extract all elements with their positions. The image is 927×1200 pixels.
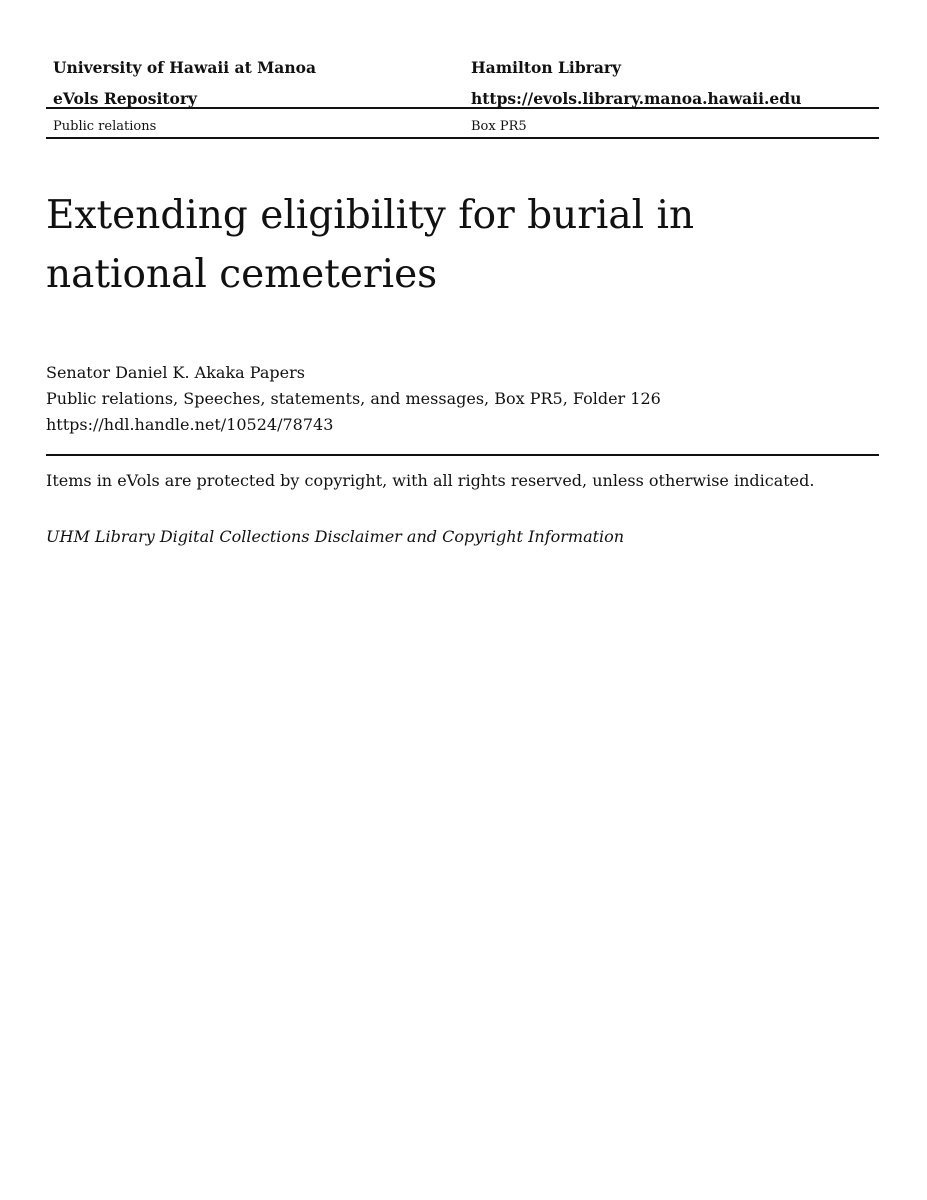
document-title: Extending eligibility for burial in national cemeteries <box>46 193 695 297</box>
header-table <box>46 52 879 114</box>
copyright-notice: Items in eVols are protected by copyright, with all rights reserved, unless otherwise indicated. <box>46 471 815 490</box>
repository-name: eVols Repository <box>53 89 198 108</box>
header-row-2 <box>46 83 879 114</box>
handle-link[interactable]: https://hdl.handle.net/10524/78743 <box>46 415 334 434</box>
library-name: Hamilton Library <box>471 58 622 77</box>
institution-name: University of Hawaii at Manoa <box>53 58 316 77</box>
metadata-divider <box>46 454 879 456</box>
series-label: Public relations <box>53 118 157 134</box>
header-row-1 <box>46 52 879 83</box>
disclaimer-link[interactable]: UHM Library Digital Collections Disclaimer and Copyright Information <box>46 527 625 546</box>
folder-location: Public relations, Speeches, statements, and messages, Box PR5, Folder 126 <box>46 389 661 408</box>
box-label: Box PR5 <box>471 118 527 134</box>
subheader-divider <box>46 137 879 139</box>
collection-name: Senator Daniel K. Akaka Papers <box>46 363 305 382</box>
header-divider <box>46 107 879 109</box>
repository-url[interactable]: https://evols.library.manoa.hawaii.edu <box>471 89 802 108</box>
header-subrow <box>46 114 879 138</box>
document-metadata <box>46 360 661 438</box>
